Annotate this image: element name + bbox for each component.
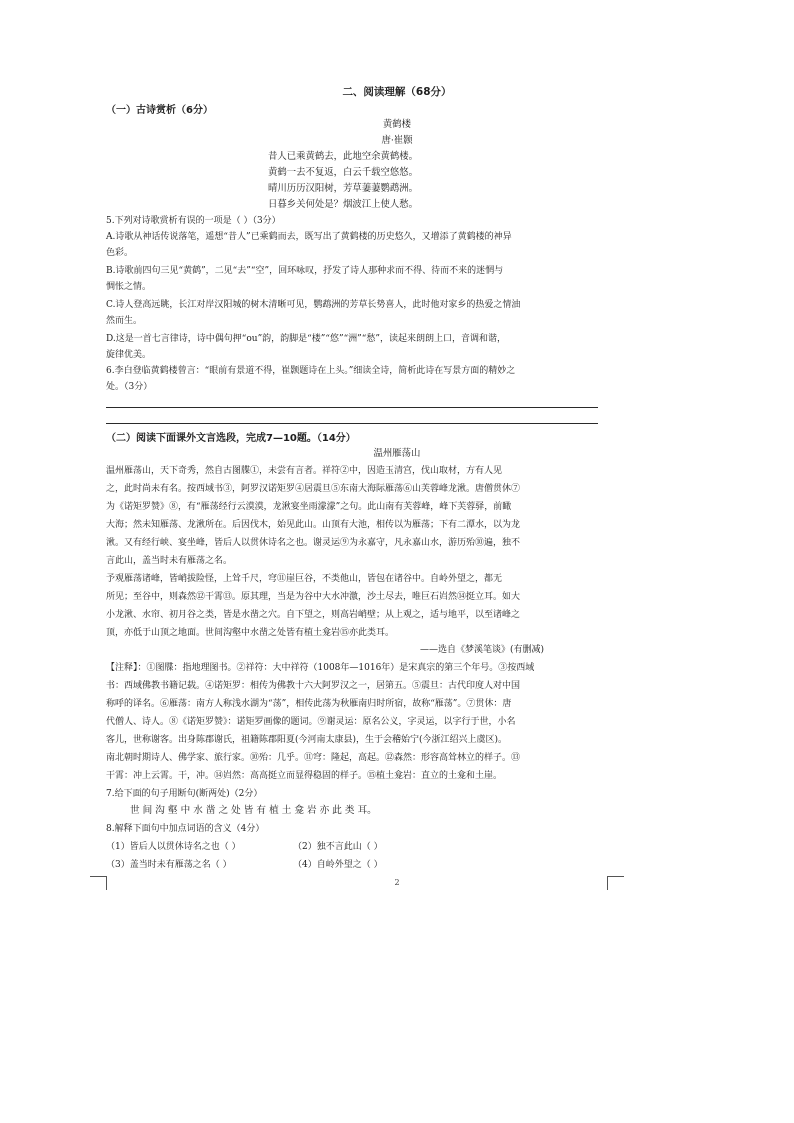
poem-author: 唐·崔颢 — [381, 135, 413, 146]
q8-item-4: （4）自岭外望之（ ） — [293, 860, 383, 870]
notes-line: 代僧人、诗人。⑧《诺矩罗赞》：诺矩罗画像的题词。⑨谢灵运：原名公义，字灵运，以字行于世，小名 — [106, 717, 516, 727]
passage-title: 温州雁荡山 — [373, 448, 421, 459]
q5-option-d: D.这是一首七言律诗，诗中偶句押“ou”韵，韵脚是“楼”“悠”“洲”“愁”，读起来朗朗上口，音调和谐， — [106, 334, 506, 344]
crop-mark — [90, 876, 107, 877]
q5-stem: 5.下列对诗歌赏析有误的一项是（ ）（3分） — [106, 216, 281, 226]
notes-line: 书：西域佛教书籍记载。④诺矩罗：相传为佛教十六大阿罗汉之一，居第五。⑤震旦：古代印度人对中国 — [106, 681, 521, 691]
q6-stem: 6.李白登临黄鹤楼曾言：“眼前有景道不得，崔颢题诗在上头。”细读全诗，简析此诗在写景方面的精妙之 — [106, 366, 516, 376]
poem-line: 昔人已乘黄鹤去，此地空余黄鹤楼。 — [268, 151, 419, 162]
passage-line: 顶，亦低于山顶之地面。世间沟壑中水凿之处皆有植土龛岩⑮亦此类耳。 — [106, 628, 395, 638]
passage-line: 予观雁荡诸峰，皆峭拔险怪，上耸千尺，穹⑪崖巨谷，不类他山，皆包在诸谷中。自岭外望之，都无 — [106, 574, 503, 584]
q5-option-c-cont: 然而生。 — [106, 316, 143, 326]
poem-line: 日暮乡关何处是？烟波江上使人愁。 — [268, 199, 419, 210]
passage-line: 为《诺矩罗赞》⑧，有“雁荡经行云漠漠，龙湫宴坐雨濛濛”之句。此山南有芙蓉峰，峰下芙蓉驿，前瞰 — [106, 502, 512, 512]
passage-line: 小龙湫、水帘、初月谷之类，皆是水凿之穴。自下望之，则高岩峭壁；从上观之，适与地平，以至诸峰之 — [106, 610, 521, 620]
q5-option-b-cont: 惆怅之情。 — [106, 282, 152, 292]
passage-line: 言此山，盖当时未有雁荡之名。 — [106, 556, 233, 566]
answer-line — [106, 423, 598, 424]
notes-line: 称呼的译名。⑥雁荡：南方人称浅水湖为“荡”，相传此荡为秋雁南归时所宿，故称“雁荡”。⑦贯休：唐 — [106, 699, 512, 709]
passage-line: 温州雁荡山，天下奇秀，然自古图牒①，未尝有言者。祥符②中，因造玉清宫，伐山取材，方有人见 — [106, 466, 503, 476]
q5-option-a-cont: 色彩。 — [106, 248, 134, 258]
q8-stem: 8.解释下面句中加点词语的含义（4分） — [106, 824, 265, 834]
passage-line: 所见；至谷中，则森然⑫干霄⑬。原其理，当是为谷中大水冲激，沙土尽去，唯巨石岿然⑭挺立耳。如大 — [106, 592, 521, 602]
poem-title: 黄鹤楼 — [382, 119, 412, 130]
passage-line: 之，此时尚未有名。按西域书③，阿罗汉诺矩罗④居震旦⑤东南大海际雁荡⑥山芙蓉峰龙湫。唐僧贯休⑦ — [106, 484, 521, 494]
q6-stem-cont: 处。（3分） — [106, 382, 153, 392]
notes-line: 南北朝时期诗人、佛学家、旅行家。⑩殆：几乎。⑪穹：隆起，高起。⑫森然：形容高耸林立的样子。⑬ — [106, 753, 521, 763]
poem-line: 黄鹤一去不复返，白云千载空悠悠。 — [268, 167, 419, 178]
page-number: 2 — [394, 878, 400, 887]
notes-line: 干霄：冲上云霄。干，冲。⑭岿然：高高挺立而显得稳固的样子。⑮植土龛岩：直立的土龛和土崖。 — [106, 771, 503, 781]
q7-stem: 7.给下面的句子用断句(断两处)（2分） — [106, 789, 263, 799]
section-title: 二、阅读理解（68分） — [342, 86, 452, 98]
notes-line: 【注释】：①图牒：指地理图书。②祥符：大中祥符（1008年—1016年）是宋真宗的第三个年号。③按西域 — [106, 663, 535, 673]
q5-option-c: C.诗人登高远眺，长江对岸汉阳城的树木清晰可见，鹦鹉洲的芳草长势喜人，此时他对家乡的热爱之情油 — [106, 300, 521, 310]
q8-item-2: （2）独不言此山（ ） — [293, 842, 383, 852]
part1-heading: （一）古诗赏析（6分） — [106, 105, 213, 116]
q5-option-d-cont: 旋律优美。 — [106, 350, 152, 360]
q8-item-3: （3）盖当时未有雁荡之名（ ） — [106, 860, 232, 870]
answer-line — [106, 407, 598, 408]
q5-option-b: B.诗歌前四句三见“黄鹤”，二见“去”“空”，回环咏叹，抒发了诗人那种求而不得、待而不来的迷惘与 — [106, 266, 504, 276]
part2-heading: （二）阅读下面课外文言选段，完成7—10题。（14分） — [106, 433, 356, 444]
q7-sentence: 世 间 沟 壑 中 水 凿 之 处 皆 有 植 土 龛 岩 亦 此 类 耳。 — [130, 805, 377, 816]
passage-line: 湫。又有经行峡、宴坐峰，皆后人以贯休诗名之也。谢灵运⑨为永嘉守，凡永嘉山水，游历殆⑩遍，独不 — [106, 538, 521, 548]
crop-mark — [607, 876, 624, 877]
passage-source: ——选自《梦溪笔谈》(有删减) — [420, 645, 545, 655]
poem-line: 晴川历历汉阳树，芳草萋萋鹦鹉洲。 — [268, 183, 419, 194]
q5-option-a: A.诗歌从神话传说落笔，遥想“昔人”已乘鹤而去，既写出了黄鹤楼的历史悠久，又增添了黄鹤楼的神异 — [106, 232, 512, 242]
passage-line: 大海；然未知雁荡、龙湫所在。后因伐木，始见此山。山顶有大池，相传以为雁荡；下有二潭水，以为龙 — [106, 520, 521, 530]
notes-line: 客儿，世称谢客。出身陈郡谢氏，祖籍陈郡阳夏(今河南太康县)，生于会稽始宁(今浙江绍兴上虞区)。 — [106, 735, 508, 745]
q8-item-1: （1）皆后人以贯休诗名之也（ ） — [106, 842, 241, 852]
